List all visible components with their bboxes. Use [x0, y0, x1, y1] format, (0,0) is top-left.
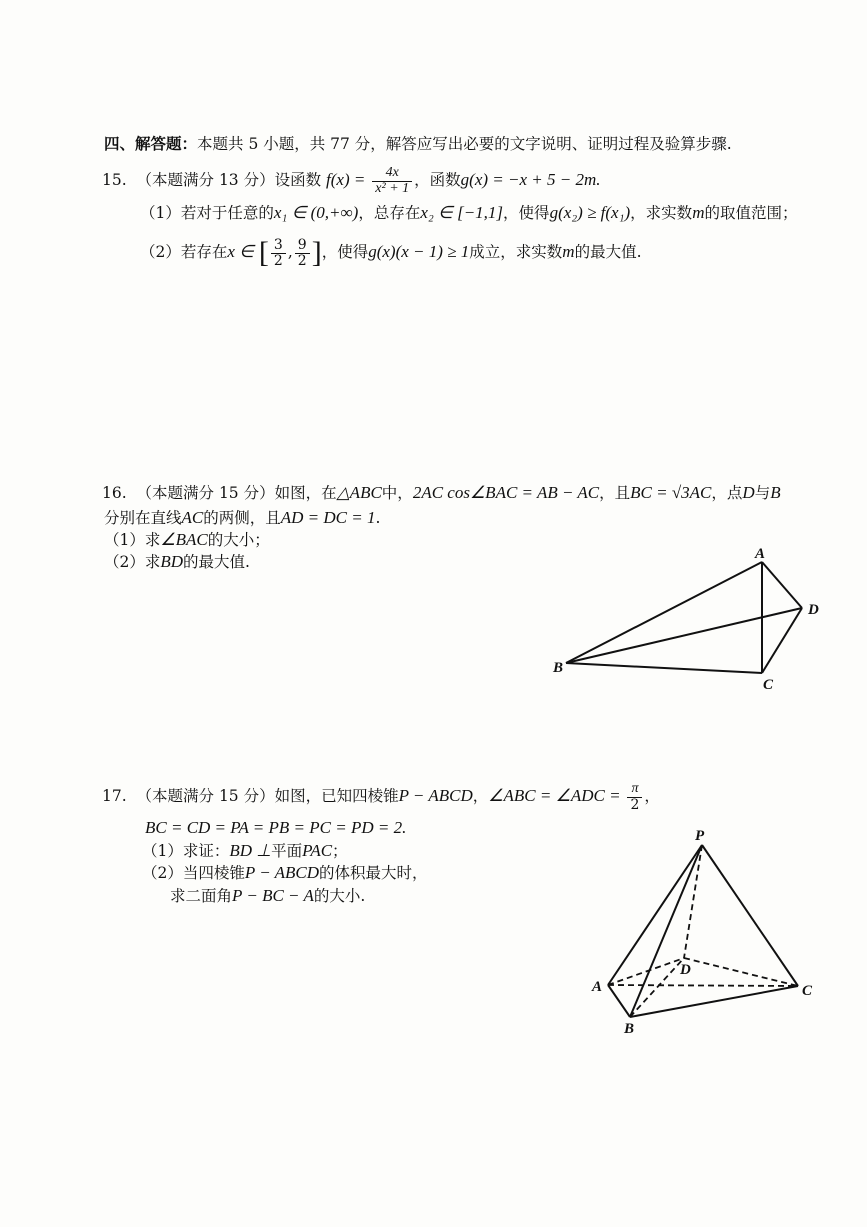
edge-ab	[608, 985, 630, 1017]
q15-p2-text2: ，使得	[321, 243, 369, 261]
q15-frac-num: 4x	[372, 166, 412, 182]
q16-text2: 中，	[381, 484, 413, 502]
q17-p1-text3: ；	[332, 842, 348, 860]
q15-p2-text: （2）若存在	[140, 243, 228, 261]
q17-number: 17.	[102, 787, 127, 805]
q17-p1-text2: 平面	[271, 842, 303, 860]
q16-text7: 的两侧，且	[203, 509, 281, 527]
edge-pb	[630, 845, 702, 1017]
q17-eqs: BC = CD = PA = PB = PC = PD = 2.	[145, 818, 407, 837]
q16-p2-bd: BD	[160, 552, 184, 571]
q15-p2-high-den: 2	[297, 252, 307, 269]
label-b: B	[624, 1021, 635, 1037]
q16-p2-text2: 的最大值.	[183, 553, 250, 571]
edge-pc	[702, 845, 798, 986]
q15-p1-text2: ，总存在	[358, 204, 421, 222]
right-bracket: ]	[311, 236, 322, 269]
q16-ac: AC	[181, 508, 204, 527]
section-title: 四、解答题：	[104, 135, 198, 153]
q16-text4: ，点	[711, 484, 743, 502]
q16-p1-text: （1）求	[104, 531, 161, 549]
q15-p1-x1: x₁ ∈ (0,+∞)	[273, 203, 359, 222]
label-p: P	[695, 828, 705, 844]
q16-triangle: △ABC	[336, 483, 382, 502]
q17-score: （本题满分 15 分）	[136, 787, 275, 805]
q15-p1-text: （1）若对于任意的	[140, 204, 274, 222]
q17-text3: ，	[644, 787, 660, 805]
q15-p2-ineq: g(x)(x − 1) ≥ 1	[368, 242, 470, 261]
q15-text2: ，函数	[414, 171, 461, 190]
q16-p1-text2: 的大小；	[207, 531, 270, 549]
q15-frac-den: x² + 1	[375, 180, 410, 196]
label-c: C	[802, 983, 813, 999]
q17-p2-text2: 的体积最大时，	[319, 864, 428, 882]
q15-number: 15.	[102, 171, 127, 190]
q17-angles: ∠ABC = ∠ADC =	[488, 786, 621, 805]
q15-p2-x: x ∈	[227, 242, 254, 261]
left-bracket: [	[258, 236, 269, 269]
q16-p2-text: （2）求	[104, 553, 161, 571]
edge-pd-hidden	[684, 845, 702, 958]
q16-point-b: B	[770, 483, 781, 502]
q16-text: 如图，在	[274, 484, 337, 502]
q17-p1-text: （1）求证：	[142, 842, 230, 860]
edge-bc	[630, 986, 798, 1017]
label-d: D	[680, 962, 691, 978]
q17-pi: π	[627, 782, 642, 798]
q16-p1-angle: ∠BAC	[160, 530, 208, 549]
q16-score: （本题满分 15 分）	[136, 484, 275, 502]
q15-p1-m: m	[692, 203, 705, 222]
edge-ac-hidden	[608, 985, 798, 986]
q17-pyramid: P − ABCD	[398, 786, 473, 805]
q17-p2-text: （2）当四棱锥	[142, 864, 245, 882]
label-a: A	[755, 546, 766, 562]
q15-p1-text3: ，使得	[503, 204, 550, 222]
q16-eq1: 2AC cos∠BAC = AB − AC	[412, 483, 600, 502]
q15-p2-high-num: 9	[295, 238, 310, 254]
q15-p2-low-num: 3	[271, 238, 286, 254]
q15-p2-low-den: 2	[273, 252, 283, 269]
q16-point-d: D	[742, 483, 755, 502]
label-c: C	[763, 677, 774, 693]
q16-eq2: BC = √3AC	[630, 483, 712, 502]
q17-p1-bd: BD ⊥	[229, 841, 272, 860]
q16-eq3: AD = DC = 1	[280, 508, 376, 527]
q15-part2: （2）若存在x ∈ [ $\frac{3}{2}$ , $\frac{9}{2}$ ]，使得g(x)(x − 1) ≥ 1成立，求实数m的最大值.	[140, 236, 642, 269]
q17-p2-dihedral: P − BC − A	[232, 886, 314, 905]
q15-p1-text4: ，求实数	[630, 204, 693, 222]
q15-p1-x2: x₂ ∈ [−1,1]	[420, 203, 504, 222]
q16-text8: .	[375, 509, 381, 527]
q15-p1-text5: 的取值范围；	[704, 204, 798, 222]
label-a: A	[592, 979, 603, 995]
q17-p2-pyramid: P − ABCD	[244, 863, 320, 882]
q17-text2: ，	[472, 787, 489, 805]
q17-text: 如图，已知四棱锥	[274, 787, 399, 805]
q16-text6: 分别在直线	[104, 509, 182, 527]
q15-text: 设函数	[274, 171, 322, 190]
label-d: D	[808, 602, 819, 618]
q15-p2-m: m	[562, 242, 575, 261]
q17-p2-text4: 的大小.	[313, 887, 366, 905]
q15-score: （本题满分 13 分）	[136, 171, 275, 190]
q15-g-def: g(x) = −x + 5 − 2m.	[460, 170, 601, 190]
q16-number: 16.	[102, 484, 127, 502]
q17-two: 2	[630, 796, 640, 813]
q15-p1-ineq: g(x₂) ≥ f(x₁)	[549, 203, 631, 222]
label-b: B	[553, 660, 564, 676]
q17-p2-text3: 求二面角	[170, 887, 233, 905]
q15-f-def: f(x) =	[326, 170, 366, 190]
q16-text3: ，且	[599, 484, 631, 502]
section-intro: 本题共 5 小题，共 77 分，解答应写出必要的文字说明、证明过程及验算步骤.	[197, 135, 732, 153]
q17-p1-pac: PAC	[302, 841, 333, 860]
q15-p2-text3: 成立，求实数	[469, 243, 563, 261]
q16-text5: 与	[754, 484, 771, 502]
q15-p2-text4: 的最大值.	[574, 243, 642, 261]
